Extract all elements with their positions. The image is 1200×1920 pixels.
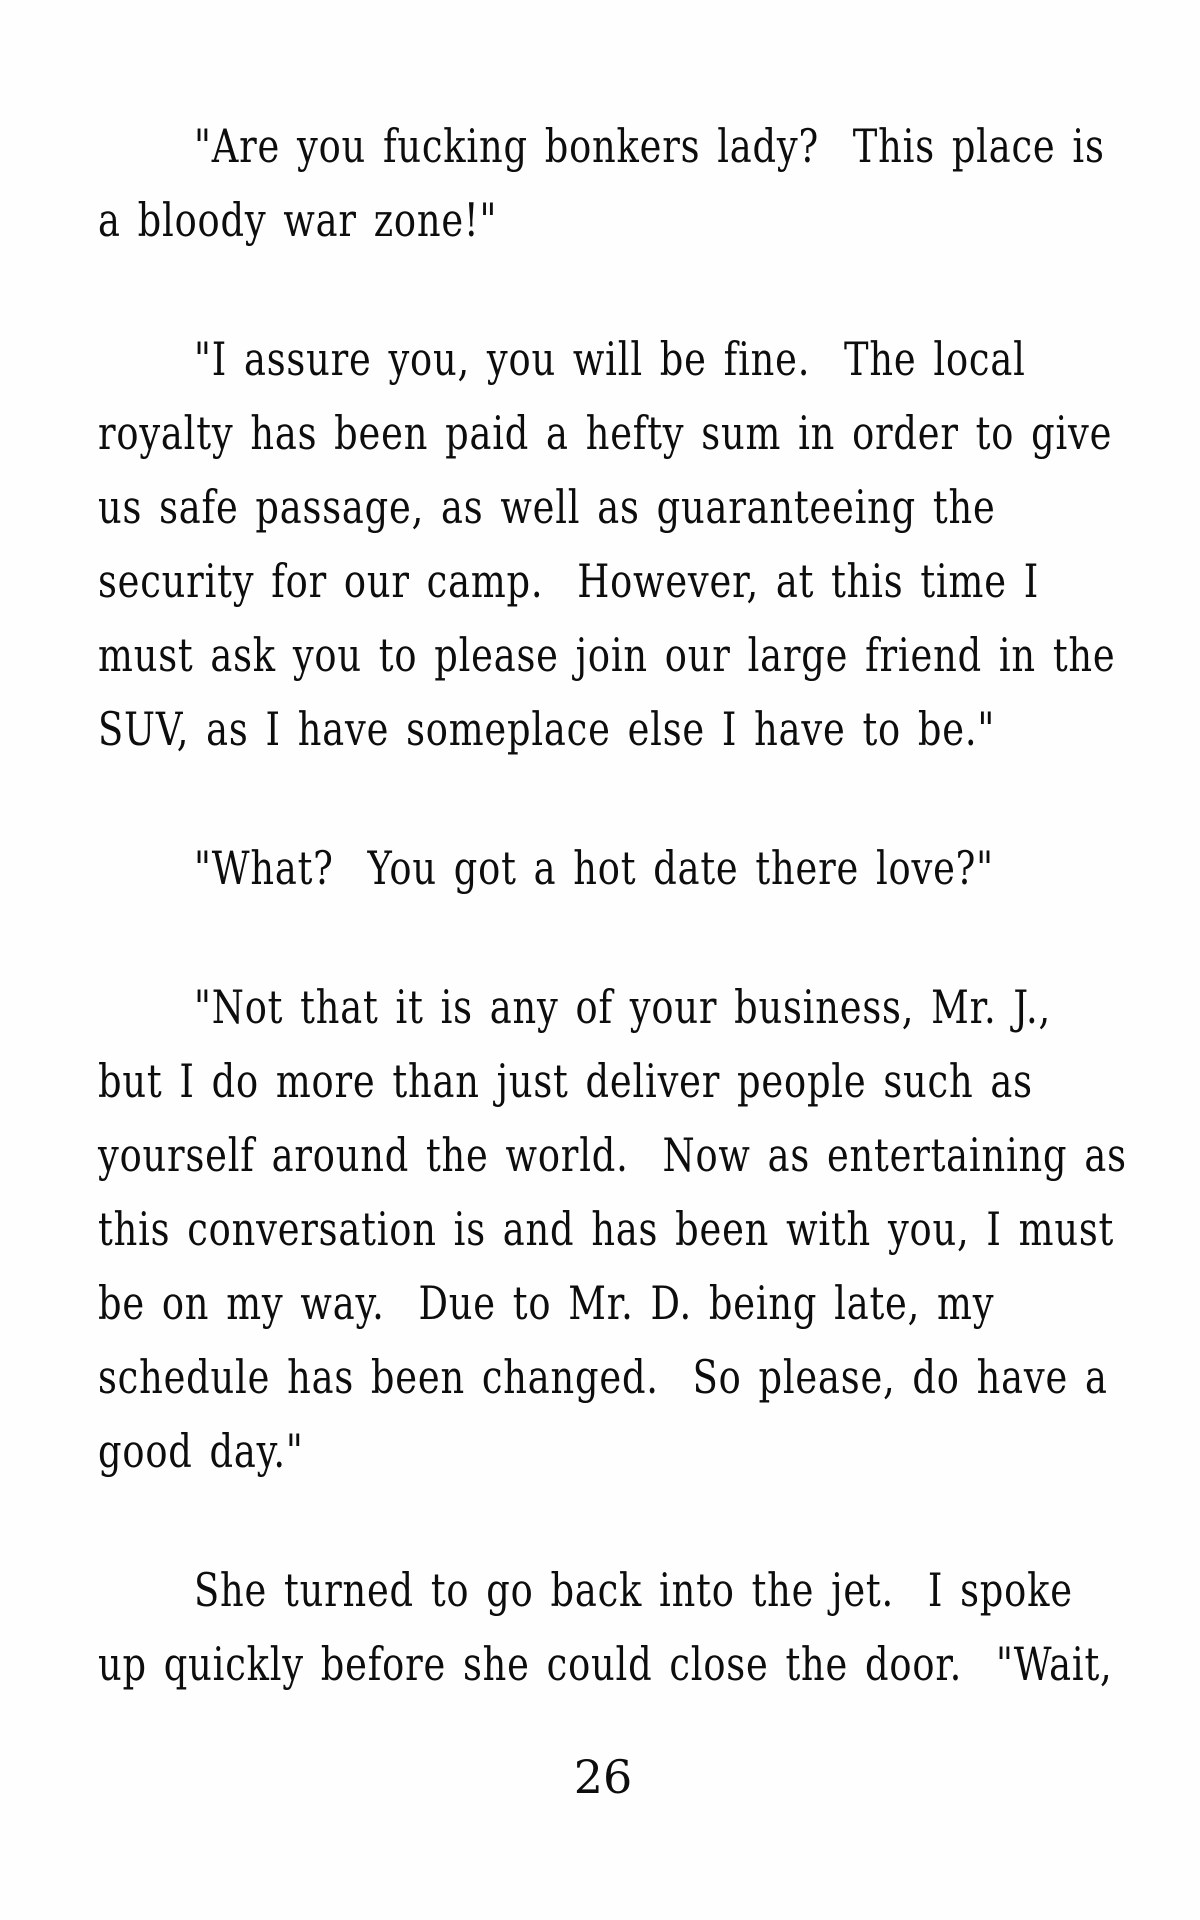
text-line: royalty has been paid a hefty sum in order to give [98,406,1113,460]
paragraph [98,970,1127,1488]
text-line: good day." [98,1424,304,1478]
paragraph [98,831,1108,905]
text-line: yourself around the world. Now as entertaining as [98,1128,1127,1182]
text-line: must ask you to please join our large friend in the [98,628,1116,682]
text-line: SUV, as I have someplace else I have to be." [98,702,996,756]
text-line: "Not that it is any of your business, Mr. J., [194,980,1052,1034]
text-line: "Are you fucking bonkers lady? This place is [194,119,1105,173]
text-line: be on my way. Due to Mr. D. being late, my [98,1276,995,1330]
paragraph [98,322,1116,766]
page-number: 26 [573,1750,633,1804]
text-line: She turned to go back into the jet. I spoke [194,1563,1073,1617]
text-line: this conversation is and has been with you, I must [98,1202,1115,1256]
text-line: schedule has been changed. So please, do have a [98,1350,1108,1404]
text-line: "I assure you, you will be fine. The local [194,332,1026,386]
text-line: up quickly before she could close the door. "Wait, [98,1637,1113,1691]
text-line: security for our camp. However, at this time I [98,554,1040,608]
paragraph [98,1553,1113,1701]
text-line: "What? You got a hot date there love?" [194,841,994,895]
text-line: but I do more than just deliver people such as [98,1054,1033,1108]
paragraph [98,109,1108,257]
text-line: a bloody war zone!" [98,193,498,247]
body-text [98,109,1127,1701]
text-line: us safe passage, as well as guaranteeing the [98,480,996,534]
